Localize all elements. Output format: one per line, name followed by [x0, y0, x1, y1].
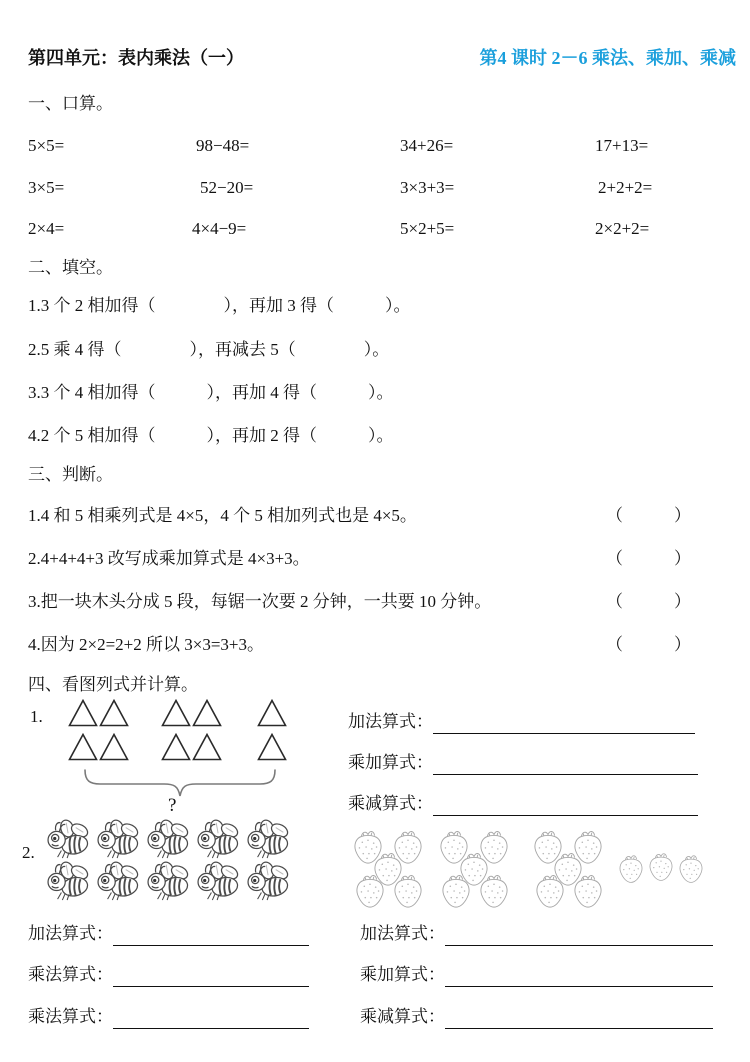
equation-label: 加法算式： — [348, 712, 433, 731]
triangle-icon — [192, 733, 222, 761]
oral-problem: 4×4−9= — [192, 219, 247, 238]
bee-icon — [246, 818, 294, 860]
strawberry-icon — [390, 871, 426, 909]
oral-problem: 2×4= — [28, 219, 65, 238]
answer-bracket: （ ） — [606, 549, 691, 568]
oral-problem: 17+13= — [595, 136, 649, 155]
judge-item: 4.因为 2×2=2+2 所以 3×3=3+3。 — [28, 635, 265, 654]
fill-item: 2.5 乘 4 得（ ），再减去 5（ ）。 — [28, 340, 390, 359]
triangle-icon — [257, 699, 287, 727]
answer-blank — [113, 1009, 309, 1029]
triangle-icon — [161, 733, 191, 761]
bee-icon — [146, 818, 194, 860]
equation-label: 乘法算式： — [28, 1007, 113, 1026]
bee-icon — [46, 860, 94, 902]
oral-problem: 2+2+2= — [598, 178, 653, 197]
oral-problem: 3×5= — [28, 178, 65, 197]
question-mark: ? — [168, 795, 177, 816]
answer-bracket: （ ） — [606, 506, 691, 525]
triangle-icon — [99, 733, 129, 761]
triangle-icon — [192, 699, 222, 727]
bee-icon — [196, 818, 244, 860]
oral-problem: 3×3+3= — [400, 178, 455, 197]
strawberry-icon — [676, 852, 706, 884]
answer-blank — [433, 755, 698, 775]
bee-icon — [96, 818, 144, 860]
fill-item: 4.2 个 5 相加得（ ），再加 2 得（ ）。 — [28, 426, 394, 445]
equation-row — [28, 922, 309, 946]
section-heading-fill: 二、填空。 — [28, 258, 113, 277]
equation-label: 加法算式： — [28, 924, 113, 943]
bee-icon — [196, 860, 244, 902]
judge-item: 3.把一块木头分成 5 段，每锯一次要 2 分钟，一共要 10 分钟。 — [28, 592, 492, 611]
bee-icon — [146, 860, 194, 902]
answer-blank — [433, 714, 695, 734]
strawberry-icon — [616, 852, 646, 884]
oral-problem: 52−20= — [200, 178, 254, 197]
equation-label: 乘法算式： — [28, 965, 113, 984]
strawberry-icon — [570, 871, 606, 909]
answer-bracket: （ ） — [606, 635, 691, 654]
strawberry-icon — [646, 850, 676, 882]
item-number: 2. — [22, 843, 35, 862]
bee-icon — [96, 860, 144, 902]
equation-label: 乘加算式： — [360, 965, 445, 984]
strawberry-icon — [532, 871, 568, 909]
strawberry-icon — [438, 871, 474, 909]
answer-blank — [445, 1009, 713, 1029]
section-heading-oral: 一、口算。 — [28, 94, 113, 113]
oral-problem: 98−48= — [196, 136, 250, 155]
fill-item: 1.3 个 2 相加得（ ），再加 3 得（ ）。 — [28, 296, 411, 315]
equation-row — [348, 792, 698, 816]
unit-title: 第四单元：表内乘法（一） — [28, 48, 244, 68]
answer-blank — [445, 967, 713, 987]
oral-problem: 34+26= — [400, 136, 454, 155]
strawberry-icon — [476, 871, 512, 909]
equation-row — [348, 751, 698, 775]
equation-label: 乘减算式： — [348, 794, 433, 813]
triangle-icon — [99, 699, 129, 727]
answer-bracket: （ ） — [606, 592, 691, 611]
equation-row — [348, 710, 695, 734]
bee-icon — [246, 860, 294, 902]
oral-problem: 2×2+2= — [595, 219, 650, 238]
equation-row — [360, 963, 713, 987]
equation-row — [28, 1005, 309, 1029]
section-heading-judge: 三、判断。 — [28, 465, 113, 484]
judge-item: 2.4+4+4+3 改写成乘加算式是 4×3+3。 — [28, 549, 310, 568]
brace-icon — [82, 768, 278, 798]
equation-label: 乘加算式： — [348, 753, 433, 772]
fill-item: 3.3 个 4 相加得（ ），再加 4 得（ ）。 — [28, 383, 394, 402]
equation-row — [360, 922, 713, 946]
equation-row — [360, 1005, 713, 1029]
equation-label: 加法算式： — [360, 924, 445, 943]
answer-blank — [445, 926, 713, 946]
equation-row — [28, 963, 309, 987]
triangle-icon — [68, 699, 98, 727]
item-number: 1. — [30, 707, 43, 726]
answer-blank — [433, 796, 698, 816]
answer-blank — [113, 926, 309, 946]
section-heading-picture: 四、看图列式并计算。 — [28, 675, 198, 694]
equation-label: 乘减算式： — [360, 1007, 445, 1026]
bee-icon — [46, 818, 94, 860]
triangle-icon — [68, 733, 98, 761]
lesson-title: 第4 课时 2－6 乘法、乘加、乘减 — [479, 48, 736, 68]
oral-problem: 5×5= — [28, 136, 65, 155]
oral-problem: 5×2+5= — [400, 219, 455, 238]
answer-blank — [113, 967, 309, 987]
strawberry-icon — [352, 871, 388, 909]
triangle-icon — [257, 733, 287, 761]
judge-item: 1.4 和 5 相乘列式是 4×5，4 个 5 相加列式也是 4×5。 — [28, 506, 417, 525]
triangle-icon — [161, 699, 191, 727]
